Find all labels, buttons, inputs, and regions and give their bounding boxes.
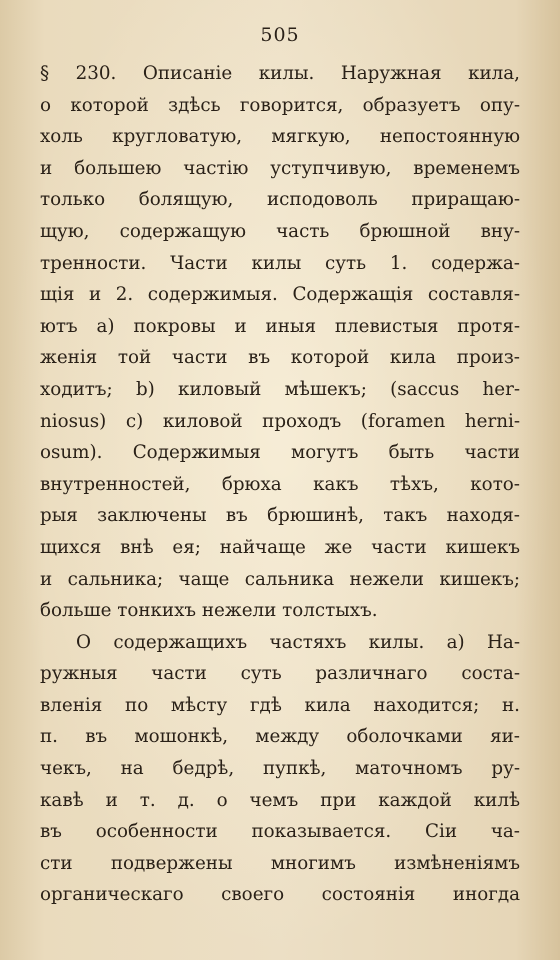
text-line — [40, 216, 520, 248]
text-line — [40, 500, 520, 532]
line-text: ходитъ; b) киловый мѣшекъ; (saccus her- — [40, 378, 520, 400]
text-line — [40, 279, 520, 311]
line-text: niosus) c) киловой проходъ (foramen herni- — [40, 410, 520, 432]
text-line — [40, 248, 520, 280]
line-text: щую, содержащую часть брюшной вну- — [40, 220, 520, 242]
text-line — [40, 690, 520, 722]
text-line — [40, 342, 520, 374]
text-line — [40, 816, 520, 848]
line-text: osum). Содержимыя могутъ быть части — [40, 442, 520, 464]
paragraph-start-line — [40, 627, 520, 659]
line-text: и сальника; чаще сальника нежели кишекъ; — [40, 568, 520, 590]
paragraph-end-line — [40, 595, 520, 627]
page-number: 505 — [260, 24, 300, 46]
line-text: чекъ, на бедрѣ, пупкѣ, маточномъ ру- — [40, 758, 520, 780]
body-text — [40, 58, 520, 911]
line-text: щія и 2. содержимыя. Содержащія составля- — [40, 284, 520, 306]
line-text: въ особенности показывается. Сіи ча- — [40, 821, 520, 843]
line-text: ютъ а) покровы и иныя плевистыя протя- — [40, 315, 520, 337]
line-text: щихся внѣ ея; найчаще же части кишекъ — [40, 536, 520, 558]
text-line — [40, 469, 520, 501]
line-text: женія той части въ которой кила произ- — [40, 347, 520, 369]
line-text: § 230. Описаніе килы. Наружная кила, — [40, 63, 520, 84]
text-line — [40, 58, 520, 90]
line-text: п. въ мошонкѣ, между оболочками яи- — [40, 726, 520, 748]
text-line — [40, 785, 520, 817]
line-text: рыя заключены въ брюшинѣ, такъ находя- — [40, 505, 520, 527]
text-line — [40, 406, 520, 438]
text-line — [40, 658, 520, 690]
line-text: о которой здѣсь говорится, образуетъ опу- — [40, 94, 520, 116]
text-line — [40, 879, 520, 911]
line-text: ружныя части суть различнаго соста- — [40, 663, 520, 685]
text-line — [40, 721, 520, 753]
line-text: О содержащихъ частяхъ килы. а) На- — [76, 631, 520, 653]
text-line — [40, 753, 520, 785]
text-line — [40, 564, 520, 596]
text-line — [40, 532, 520, 564]
line-text: тренности. Части килы суть 1. содержа- — [40, 252, 520, 274]
line-text: холь кругловатую, мягкую, непостоянную — [40, 126, 520, 148]
line-text: вленія по мѣсту гдѣ кила находится; н. — [40, 694, 520, 716]
line-text: органическаго своего состоянія иногда — [40, 884, 520, 906]
line-text: внутренностей, брюха какъ тѣхъ, кото- — [40, 473, 520, 495]
text-line — [40, 184, 520, 216]
line-text: и большею частію уступчивую, временемъ — [40, 157, 520, 179]
text-line — [40, 374, 520, 406]
text-line — [40, 121, 520, 153]
line-text: только болящую, исподоволь приращаю- — [40, 189, 520, 211]
text-line — [40, 437, 520, 469]
text-line — [40, 153, 520, 185]
line-text: кавѣ и т. д. о чемъ при каждой килѣ — [40, 789, 520, 811]
text-line — [40, 90, 520, 122]
line-text: сти подвержены многимъ измѣненіямъ — [40, 852, 520, 874]
text-line — [40, 848, 520, 880]
line-text: больше тонкихъ нежели толстыхъ. — [40, 600, 378, 622]
text-line — [40, 311, 520, 343]
